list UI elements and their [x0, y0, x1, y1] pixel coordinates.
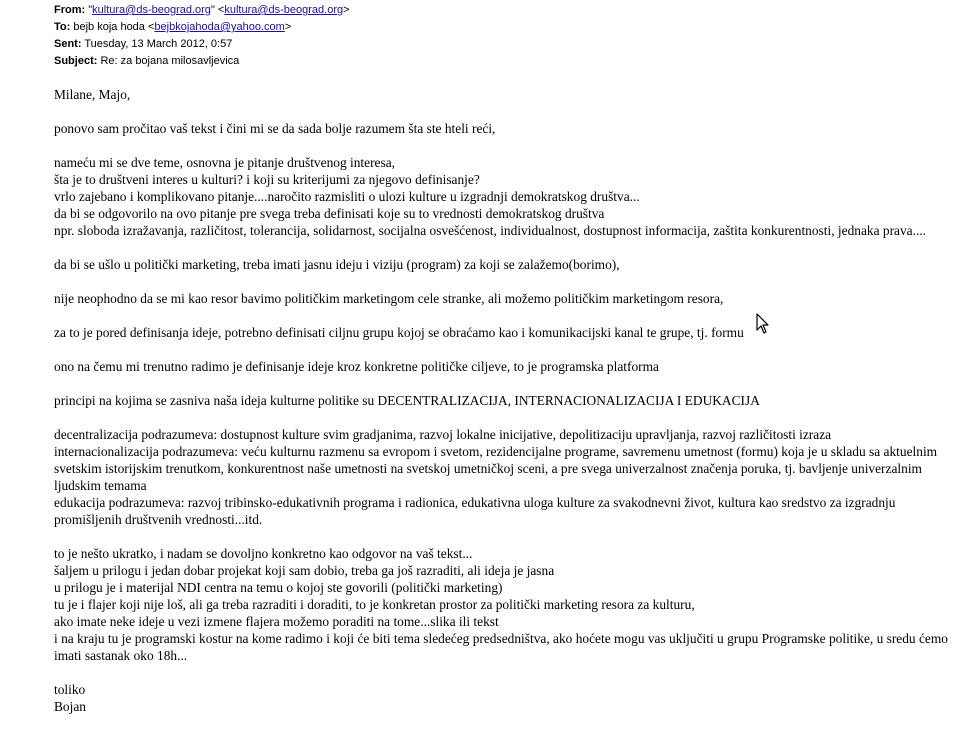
sent-label: Sent:	[54, 38, 82, 50]
paragraph-9-line: šaljem u prilogu i jedan dobar projekat koji sam dobio, treba ga još razraditi, ali ideja je jasna	[54, 563, 555, 578]
subject-value: Re: za bojana milosavljevica	[100, 55, 240, 67]
from-row	[54, 2, 350, 19]
paragraph-6: ono na čemu mi trenutno radimo je definisanje ideje kroz konkretne političke ciljeve, to je programska platforma	[54, 359, 659, 374]
subject-label: Subject:	[54, 55, 98, 67]
paragraph-1: ponovo sam pročitao vaš tekst i čini mi se da sada bolje razumem šta ste hteli reći,	[54, 121, 496, 136]
paragraph-8-line: decentralizacija podrazumeva: dostupnost kulture svim gradjanima, razvoj lokalne inicijative, depolitizaciju upravljanja, razvoj različitosti izraza	[54, 427, 832, 442]
paragraph-9-line: ako imate neke ideje u vezi izmene flajera možemo poraditi na tome...slika ili tekst	[54, 614, 499, 629]
paragraph-9-line: i na kraju tu je programski kostur na kome radimo i koji će biti tema sledećeg predsedništva, ako hoćete mogu vas uključiti u grupu Programske politike, u sredu ćemo imati sastanak oko 18h...	[54, 631, 948, 663]
paragraph-9-line: to je nešto ukratko, i nadam se dovoljno konkretno kao odgovor na vaš tekst...	[54, 546, 473, 561]
paragraph-2-line: nameću mi se dve teme, osnovna je pitanje društvenog interesa,	[54, 155, 395, 170]
email-header	[54, 2, 350, 70]
to-close: >	[284, 21, 292, 33]
subject-row	[54, 53, 350, 70]
paragraph-2-line: šta je to društveni interes u kulturi? i koji su kriterijumi za njegovo definisanje?	[54, 172, 480, 187]
email-body	[54, 86, 954, 715]
closing: toliko	[54, 682, 86, 697]
paragraph-9-line: tu je i flajer koji nije loš, ali ga treba razraditi i doraditi, to je konkretan prostor za politički marketing resora za kulturu,	[54, 597, 695, 612]
paragraph-7: principi na kojima se zasniva naša ideja kulturne politike su DECENTRALIZACIJA, INTERNACIONALIZACIJA I EDUKACIJA	[54, 393, 760, 408]
from-email-link[interactable]: kultura@ds-beograd.org	[224, 4, 344, 16]
to-row	[54, 19, 350, 36]
paragraph-2-line: npr. sloboda izražavanja, različitost, tolerancija, solidarnost, socijalna osvešćenost, individualnost, dostupnost informacija, zaštita konkurentnosti, jednaka prava....	[54, 223, 927, 238]
greeting: Milane, Majo,	[54, 87, 131, 102]
sent-row	[54, 36, 350, 53]
signature: Bojan	[54, 699, 86, 714]
paragraph-2-line: vrlo zajebano i komplikovano pitanje....naročito razmisliti o ulozi kulture u izgradnji demokratskog društva...	[54, 189, 640, 204]
to-email-link[interactable]: bejbkojahoda@yahoo.com	[154, 21, 285, 33]
sent-value: Tuesday, 13 March 2012, 0:57	[84, 38, 233, 50]
from-quote-open: "	[88, 4, 93, 16]
paragraph-4: nije neophodno da se mi kao resor bavimo političkim marketingom cele stranke, ali možemo političkim marketingom resora,	[54, 291, 724, 306]
paragraph-2-line: da bi se odgovorilo na ovo pitanje pre svega treba definisati koje su to vrednosti demokratskog društva	[54, 206, 605, 221]
paragraph-5: za to je pored definisanja ideje, potrebno definisati ciljnu grupu kojoj se obraćamo kao i komunikacijski kanal te grupe, tj. formu	[54, 325, 744, 340]
from-name-link[interactable]: kultura@ds-beograd.org	[92, 4, 211, 16]
from-label: From:	[54, 4, 86, 16]
to-name: bejb koja hoda <	[73, 21, 155, 33]
from-close: >	[343, 4, 350, 16]
from-quote-close: " <	[210, 4, 225, 16]
to-label: To:	[54, 21, 71, 33]
mouse-pointer-icon	[756, 313, 770, 335]
paragraph-9-line: u prilogu je i materijal NDI centra na temu o kojoj ste govorili (politički marketing)	[54, 580, 503, 595]
paragraph-8-line: internacionalizacija podrazumeva: veću kulturnu razmenu sa evropom i svetom, rezidencijalne programe, savremenu umetnost (formu) koja je u skladu sa aktuelnim svetskim istorijskim trenutkom, konkurentnost naše umetnosti na svetskoj umetničkoj sceni, a pre svega univerzalnost značenja poruka, tj. bavljenje univerzalnim ljudskim temama	[54, 444, 938, 493]
paragraph-8-line: edukacija podrazumeva: razvoj tribinsko-edukativnih programa i radionica, edukativna uloga kulture za svakodnevni život, kultura kao sredstvo za izgradnju promišljenih društvenih vrednosti...itd.	[54, 495, 896, 527]
paragraph-3: da bi se ušlo u politički marketing, treba imati jasnu ideju i viziju (program) za koji se zalažemo(borimo),	[54, 257, 620, 272]
